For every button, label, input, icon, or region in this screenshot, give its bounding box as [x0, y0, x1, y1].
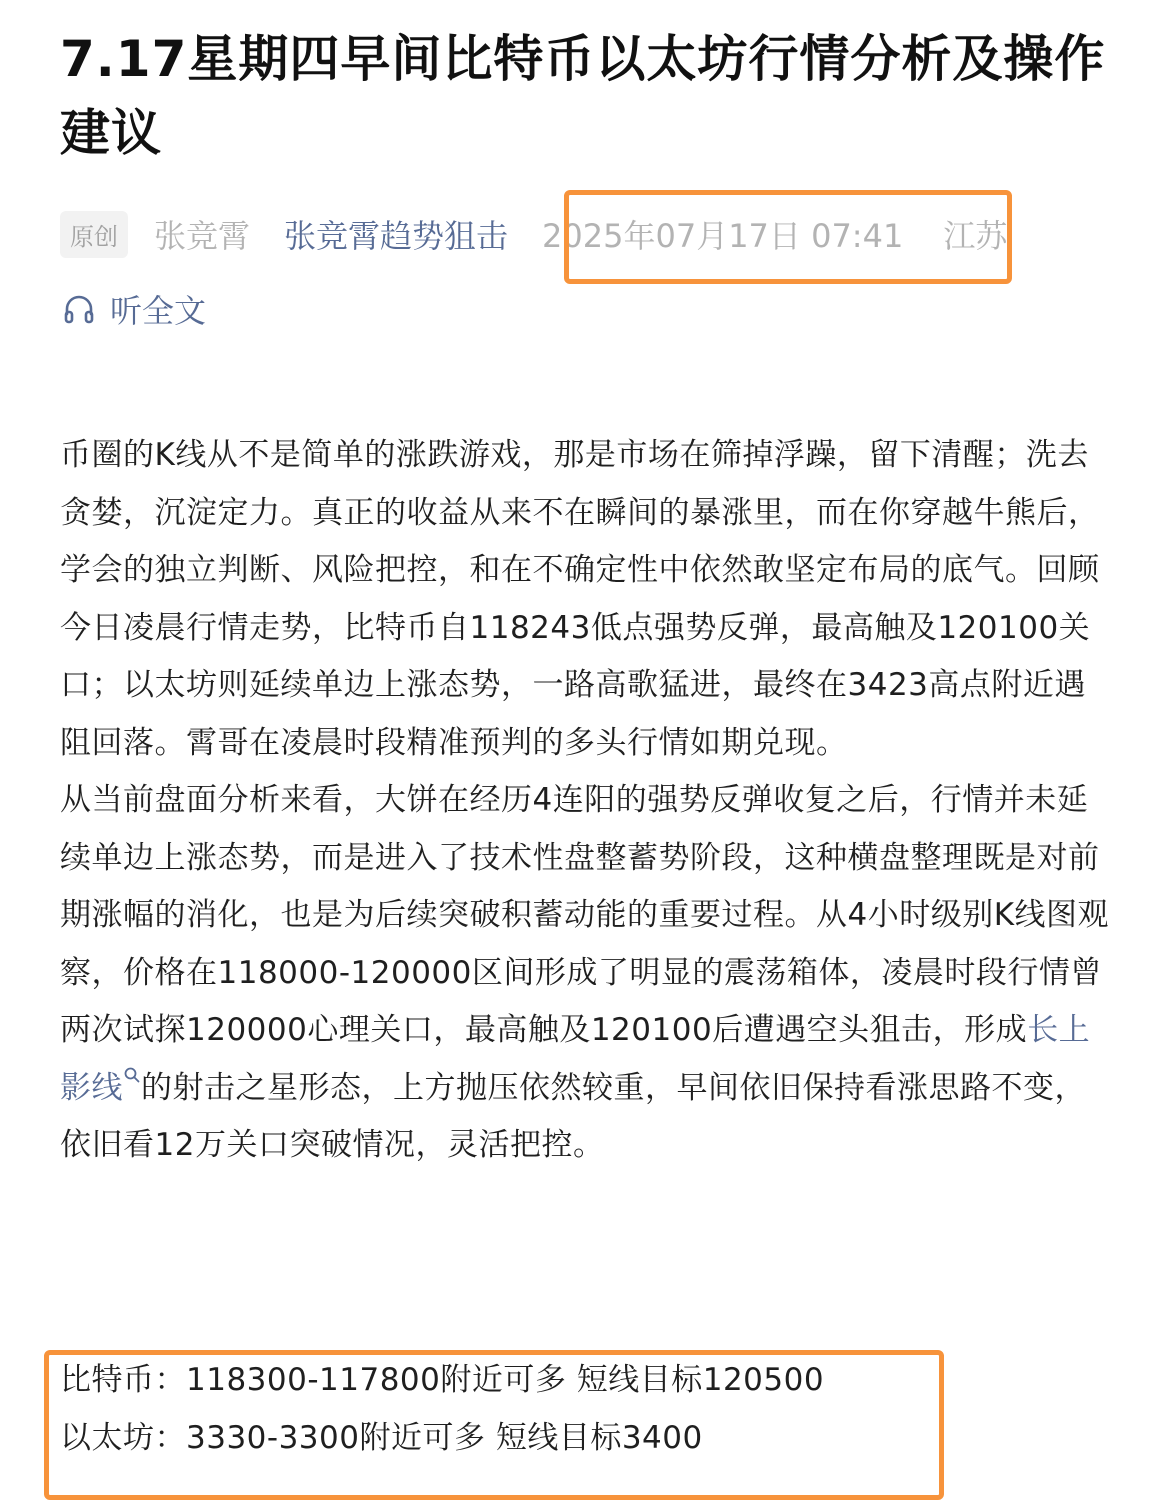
- date-highlight-box: [564, 190, 1012, 284]
- account-link[interactable]: 张竞霄趋势狙击: [284, 217, 509, 255]
- publish-date: 2025年07月17日 07:41: [542, 217, 904, 255]
- listen-label: 听全文: [110, 292, 207, 330]
- search-link[interactable]: 长上影线: [60, 1012, 1091, 1106]
- article-title: 7.17星期四早间比特币以太坊行情分析及操作建议: [60, 30, 1106, 162]
- article-body: [60, 427, 1116, 1175]
- trade-advice: [60, 1352, 824, 1467]
- publish-location: 江苏: [943, 217, 1008, 255]
- headphones-icon: [62, 292, 96, 326]
- search-icon[interactable]: [123, 1066, 141, 1084]
- original-badge: 原创: [60, 211, 128, 258]
- listen-button[interactable]: [62, 286, 206, 332]
- paragraph-2-text-a: 从当前盘面分析来看，大饼在经历4连阳的强势反弹收复之后，行情并未延续单边上涨态势，而是进入了技术性盘整蓄势阶段，这种横盘整理既是对前期涨幅的消化，也是为后续突破积蓄动能的重要过程。从4小时级别K线图观察，价格在118000-120000区间形成了明显的震荡箱体，凌晨时段行情曾两次试探120000心理关口，最高触及120100后遭遇空头狙击，形成: [60, 782, 1110, 1048]
- paragraph-1: 币圈的K线从不是简单的涨跌游戏，那是市场在筛掉浮躁，留下清醒；洗去贪婪，沉淀定力。真正的收益从来不在瞬间的暴涨里，而在你穿越牛熊后，学会的独立判断、风险把控，和在不确定性中依然敢坚定布局的底气。回顾今日凌晨行情走势，比特币自118243低点强势反弹，最高触及120100关口；以太坊则延续单边上涨态势，一路高歌猛进，最终在3423高点附近遇阻回落。霄哥在凌晨时段精准预判的多头行情如期兑现。: [60, 437, 1100, 761]
- btc-advice: 比特币：118300-117800附近可多 短线目标120500: [60, 1362, 825, 1398]
- author-name: 张竞霄: [154, 217, 251, 255]
- paragraph-2-text-b: 的射击之星形态，上方抛压依然较重，早间依旧保持看涨思路不变，依旧看12万关口突破情况，灵活把控。: [60, 1069, 1086, 1163]
- eth-advice: 以太坊：3330-3300附近可多 短线目标3400: [60, 1419, 703, 1456]
- paragraph-2: [60, 772, 1116, 1175]
